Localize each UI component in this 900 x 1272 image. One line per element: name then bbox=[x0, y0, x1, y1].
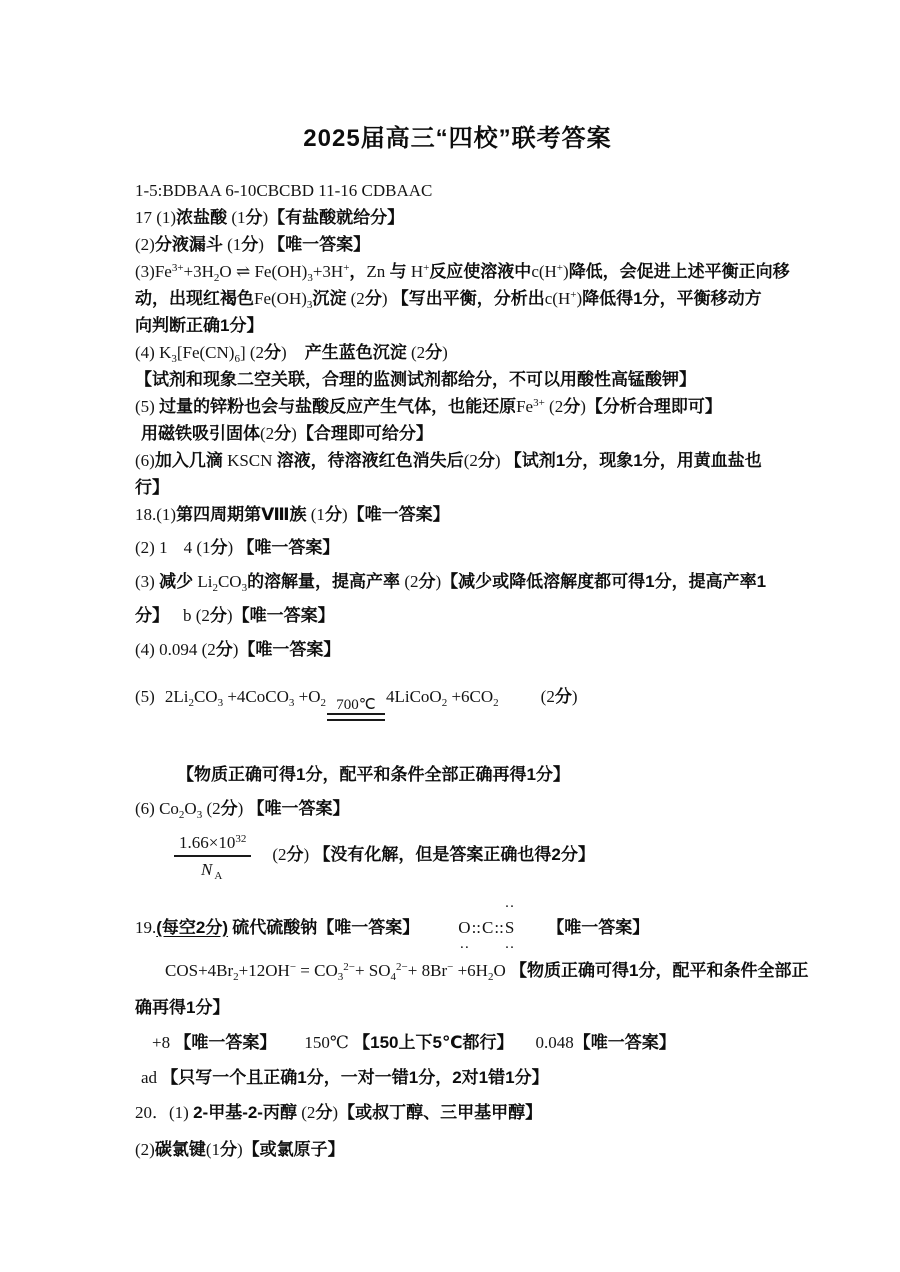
answer-line: (5) 过量的锌粉也会与盐酸反应产生气体，也能还原$Fe^{3+}$ (2分)【分析合理即可】 bbox=[135, 397, 722, 416]
answer-line: 17 (1)浓盐酸 (1分)【有盐酸就给分】 bbox=[135, 208, 405, 227]
answer-lines bbox=[135, 177, 809, 1163]
answer-line: 1-5:BDBAA 6-10CBCBD 11-16 CDBAAC bbox=[135, 181, 433, 200]
answer-line: 18.(1)第四周期第Ⅷ族 (1分)【唯一答案】 bbox=[135, 505, 450, 524]
answer-line: 行】 bbox=[135, 478, 169, 497]
answer-line: 【物质正确可得1分，配平和条件全部正确再得1分】 bbox=[177, 765, 570, 784]
page-title: 2025届高三“四校”联考答案 bbox=[303, 125, 612, 152]
reaction-condition: 700℃ bbox=[327, 697, 385, 721]
answer-line: (2)分液漏斗 (1分) 【唯一答案】 bbox=[135, 235, 371, 254]
answer-line: 动，出现红褐色$Fe(OH)_3$沉淀 (2分) 【写出平衡，分析出c(H+)降低得1分，平衡移动方 bbox=[135, 289, 762, 311]
answer-line: (2) 1 4 (1分) 【唯一答案】 bbox=[135, 538, 340, 557]
answer-line: 确再得1分】 bbox=[135, 998, 230, 1017]
answer-line: $COS+4Br_2+12OH^- = CO_3^{2-}+ SO_4^{2-}+ 8Br^- +6H_2O$ 【物质正确可得1分，配平和条件全部正 bbox=[165, 961, 809, 983]
answer-line: (4) 0.094 (2分)【唯一答案】 bbox=[135, 640, 341, 659]
answer-line: 20．(1) 2-甲基-2-丙醇 (2分)【或叔丁醇、三甲基甲醇】 bbox=[135, 1103, 543, 1122]
answer-line: ad 【只写一个且正确1分，一对一错1分，2对1错1分】 bbox=[141, 1068, 549, 1087]
answer-line: 分】 b (2分)【唯一答案】 bbox=[135, 606, 335, 625]
lewis-structure-cos: O ··::C::·· S ·· bbox=[457, 914, 515, 941]
answer-line: $\frac{1.66\times 10^{32}}{N_A}$ (2分) 【没有化解，但是答案正确也得2分】 bbox=[135, 832, 790, 880]
answer-line: 用磁铁吸引固体(2分)【合理即可给分】 bbox=[141, 424, 433, 443]
answer-line: +8 【唯一答案】 150℃ 【150上下5℃都行】 0.048【唯一答案】 bbox=[152, 1033, 676, 1052]
answer-line: 向判断正确1分】 bbox=[135, 316, 264, 335]
answer-line: (3) 减少 $Li_2CO_3$的溶解量，提高产率 (2分)【减少或降低溶解度都可得1分，提高产率1 bbox=[135, 572, 767, 594]
answer-line: $(3)Fe^{3+}+3H_2O$ ⇌ $Fe(OH)_3+3H^+$，Zn 与 H+反应使溶液中c(H+)降低，会促进上述平衡正向移 bbox=[135, 262, 790, 284]
answer-line: (4) $K_3[Fe(CN)_6]$ (2分) 产生蓝色沉淀 (2分) bbox=[135, 343, 448, 365]
answer-line: (6) $Co_2O_3$ (2分) 【唯一答案】 bbox=[135, 799, 350, 821]
answer-line: 【试剂和现象二空关联，合理的监测试剂都给分，不可以用酸性高锰酸钾】 bbox=[135, 370, 696, 389]
answer-line: 19.(每空2分) 硫代硫酸钠【唯一答案】 O ··::C::·· S ·· 【唯一答案】 bbox=[135, 914, 790, 941]
answer-line: (2)碳氯键(1分)【或氯原子】 bbox=[135, 1140, 345, 1159]
answer-line: (6)加入几滴 KSCN 溶液，待溶液红色消失后(2分) 【试剂1分，现象1分，用黄血盐也 bbox=[135, 451, 762, 470]
answer-line: (5) $2Li_2CO_3$ +4CoCO$_3$ $+O_2$ 700℃ 4LiCoO$_2$ $+6CO_2$ (2分) bbox=[135, 677, 790, 721]
fraction: $\frac{1.66\times 10^{32}}{N_A}$ bbox=[174, 832, 251, 880]
